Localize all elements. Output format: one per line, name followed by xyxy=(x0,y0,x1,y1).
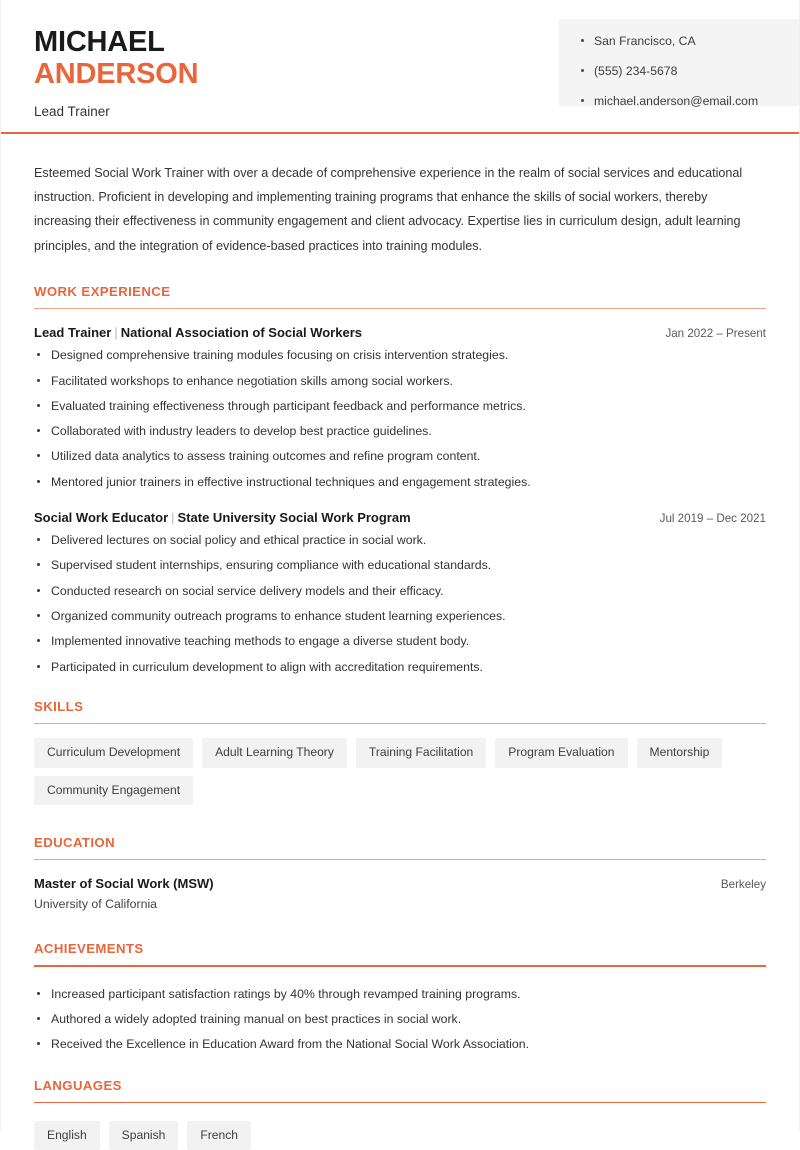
education-location: Berkeley xyxy=(720,878,766,892)
section-achievements xyxy=(34,941,766,1050)
section-title-achievements: ACHIEVEMENTS xyxy=(34,941,144,957)
list-item: Authored a widely adopted training manual on best practices in social work. xyxy=(34,1013,766,1025)
language-chip: English xyxy=(34,1121,100,1150)
skill-chip: Mentorship xyxy=(637,738,723,767)
list-item: Utilized data analytics to assess training outcomes and refine program content. xyxy=(34,450,766,462)
section-title-skills: SKILLS xyxy=(34,698,84,714)
list-item: Organized community outreach programs to enhance student learning experiences. xyxy=(34,610,766,622)
skill-chip: Adult Learning Theory xyxy=(202,738,347,767)
contact-info-box xyxy=(559,19,799,109)
experience-role: Social Work Educator xyxy=(34,510,169,526)
experience-title-line xyxy=(34,325,362,340)
languages-chip-list xyxy=(34,1121,766,1150)
experience-entry xyxy=(34,325,766,488)
language-chip: French xyxy=(187,1121,251,1150)
skills-chip-list xyxy=(34,738,766,804)
contact-email[interactable]: michael.anderson@email.com xyxy=(581,95,799,107)
section-title-work-experience: WORK EXPERIENCE xyxy=(34,283,171,299)
language-chip: Spanish xyxy=(109,1121,179,1150)
experience-entry-header xyxy=(34,510,766,525)
candidate-name xyxy=(34,26,198,91)
experience-bullet-list xyxy=(34,534,766,673)
achievements-list xyxy=(34,988,766,1051)
experience-entry xyxy=(34,510,766,673)
experience-company: National Association of Social Workers xyxy=(120,325,362,341)
resume-header xyxy=(1,0,799,134)
first-name: MICHAEL xyxy=(34,26,165,58)
section-education xyxy=(34,835,766,912)
skill-chip: Curriculum Development xyxy=(34,738,193,767)
contact-phone[interactable]: (555) 234-5678 xyxy=(581,65,799,77)
section-title-education: EDUCATION xyxy=(34,834,116,850)
skill-chip: Program Evaluation xyxy=(495,738,627,767)
experience-entry-header xyxy=(34,325,766,340)
experience-date: Jan 2022 – Present xyxy=(665,327,766,341)
header-identity xyxy=(1,0,198,132)
list-item: Mentored junior trainers in effective instructional techniques and engagement strategies. xyxy=(34,476,766,488)
section-divider xyxy=(34,723,766,725)
section-divider xyxy=(34,965,766,967)
section-divider xyxy=(34,308,766,310)
experience-company: State University Social Work Program xyxy=(177,510,411,526)
list-item: Delivered lectures on social policy and ethical practice in social work. xyxy=(34,534,766,546)
list-item: Participated in curriculum development to align with accreditation requirements. xyxy=(34,661,766,673)
list-item: Designed comprehensive training modules focusing on crisis intervention strategies. xyxy=(34,349,766,361)
contact-list xyxy=(581,35,799,108)
resume-body xyxy=(1,161,799,1150)
skill-chip: Training Facilitation xyxy=(356,738,486,767)
list-item: Collaborated with industry leaders to develop best practice guidelines. xyxy=(34,425,766,437)
education-school: University of California xyxy=(34,897,158,912)
skill-chip: Community Engagement xyxy=(34,776,193,805)
experience-role: Lead Trainer xyxy=(34,325,112,341)
title-separator: | xyxy=(171,510,175,526)
list-item: Evaluated training effectiveness through participant feedback and performance metrics. xyxy=(34,400,766,412)
experience-date: Jul 2019 – Dec 2021 xyxy=(659,512,766,526)
section-divider xyxy=(34,1102,766,1104)
list-item: Implemented innovative teaching methods to engage a diverse student body. xyxy=(34,635,766,647)
education-degree: Master of Social Work (MSW) xyxy=(34,876,214,892)
experience-bullet-list xyxy=(34,349,766,488)
title-separator: | xyxy=(114,325,118,341)
education-entry-header xyxy=(34,876,766,891)
section-skills xyxy=(34,699,766,805)
list-item: Supervised student internships, ensuring compliance with educational standards. xyxy=(34,559,766,571)
list-item: Facilitated workshops to enhance negotiation skills among social workers. xyxy=(34,375,766,387)
list-item: Conducted research on social service delivery models and their efficacy. xyxy=(34,585,766,597)
professional-summary: Esteemed Social Work Trainer with over a decade of comprehensive experience in the realm of social services and educational instruction. Proficient in developing and implementing training programs that enhance the skills of social workers, thereby increasing their effectiveness in community engagement and client advocacy. Expertise lies in curriculum design, adult learning principles, and the integration of evidence-based practices into training modules. xyxy=(34,166,743,253)
last-name: ANDERSON xyxy=(34,58,199,91)
section-work-experience xyxy=(34,284,766,673)
education-entry xyxy=(34,876,766,911)
section-divider xyxy=(34,859,766,861)
contact-location: San Francisco, CA xyxy=(581,35,799,47)
list-item: Increased participant satisfaction ratings by 40% through revamped training programs. xyxy=(34,988,766,1000)
section-languages xyxy=(34,1078,766,1150)
candidate-job-title: Lead Trainer xyxy=(34,103,110,119)
section-title-languages: LANGUAGES xyxy=(34,1077,122,1093)
list-item: Received the Excellence in Education Award from the National Social Work Association. xyxy=(34,1038,766,1050)
experience-title-line xyxy=(34,510,411,525)
